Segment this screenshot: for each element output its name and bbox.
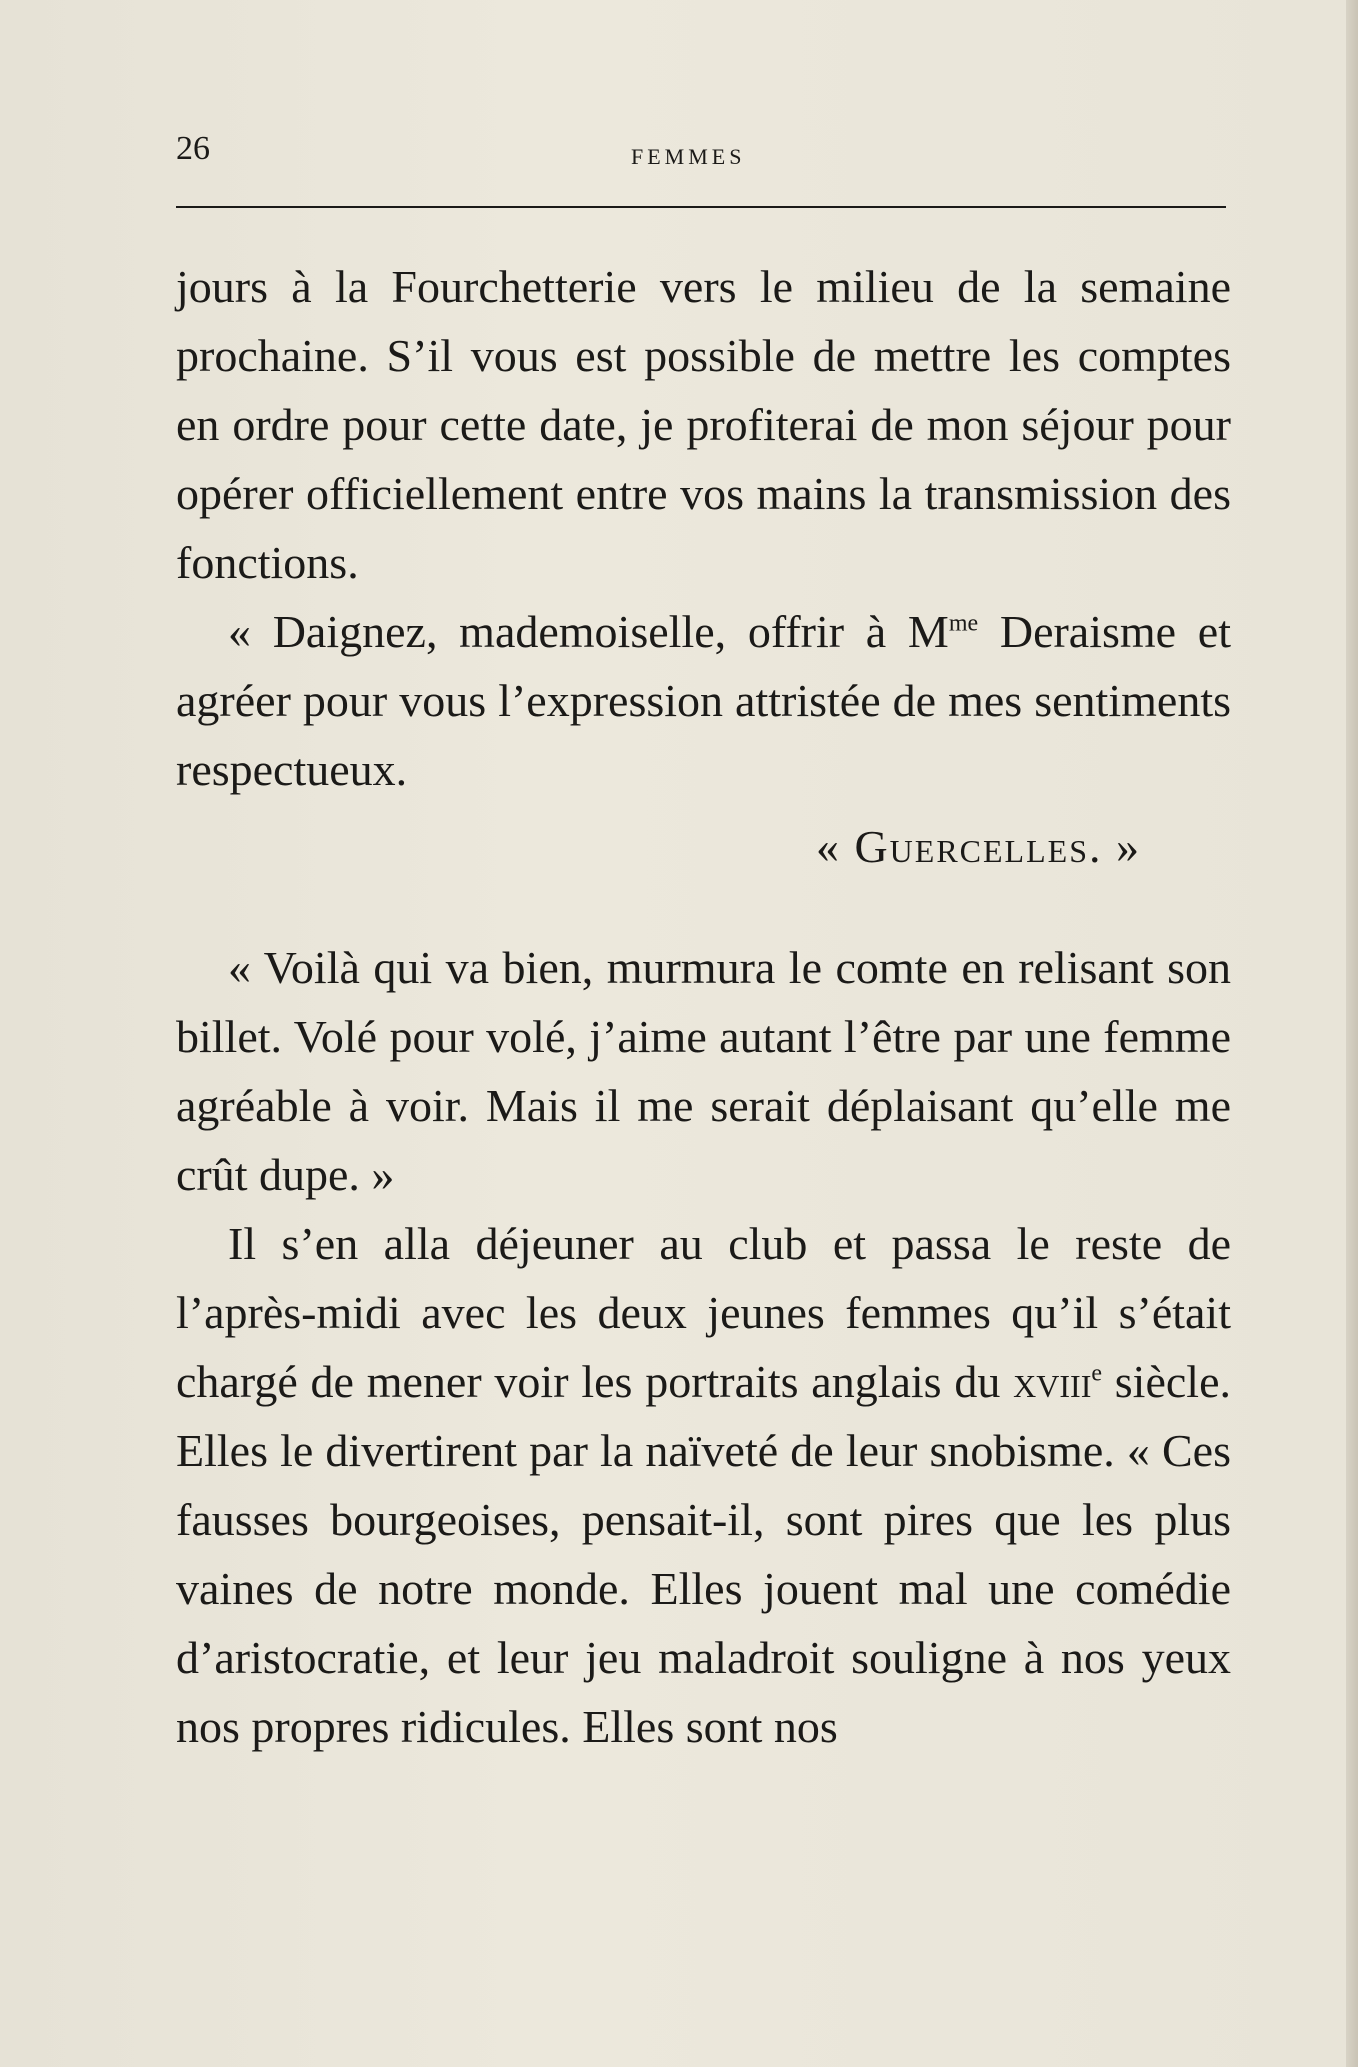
paragraph-1: jours à la Fourchetterie vers le milieu de la semaine prochaine. S’il vous est possible de mettre les comptes en ordre pour cette date, je profiterai de mon séjour pour opérer officiellement entre vos mains la transmission des fonctions. xyxy=(176,261,1231,588)
paragraph-4 xyxy=(176,1209,1231,1761)
page-header xyxy=(176,130,1226,180)
paragraph-2-part-1: « Daignez, mademoiselle, offrir à M xyxy=(228,606,949,657)
signature: « Guercelles. » xyxy=(815,821,1141,872)
page-number: 26 xyxy=(176,130,210,167)
paragraph-4-part-1: Il s’en alla déjeuner au club et passa le reste de l’après-midi avec les deux jeunes femmes qu’il s’était chargé de mener voir les portraits anglais du xyxy=(176,1218,1231,1407)
superscript-e: e xyxy=(1091,1360,1102,1387)
header-rule xyxy=(176,206,1226,208)
running-title: FEMMES xyxy=(631,144,746,169)
century-numeral: xviii xyxy=(1013,1356,1092,1407)
paragraph-2 xyxy=(176,597,1231,804)
paragraph-2-part-2: Deraisme et agréer pour vous l’expression attristée de mes sentiments respectueux. xyxy=(176,606,1232,795)
paragraph-4-part-2: siècle. Elles le divertirent par la naïveté de leur snobisme. « Ces fausses bourgeoises, pensait-il, sont pires que les plus vaines de notre monde. Elles jouent mal une comédie d’aristocratie, et leur jeu maladroit souligne à nos yeux nos propres ridicules. Elles sont nos xyxy=(176,1356,1231,1752)
page-body xyxy=(176,252,1231,1761)
paragraph-3: « Voilà qui va bien, murmura le comte en relisant son billet. Volé pour volé, j’aime autant l’être par une femme agréable à voir. Mais il me serait déplaisant qu’elle me crût dupe. » xyxy=(176,942,1231,1200)
superscript-me: me xyxy=(948,610,979,637)
page-edge xyxy=(1346,0,1358,2067)
